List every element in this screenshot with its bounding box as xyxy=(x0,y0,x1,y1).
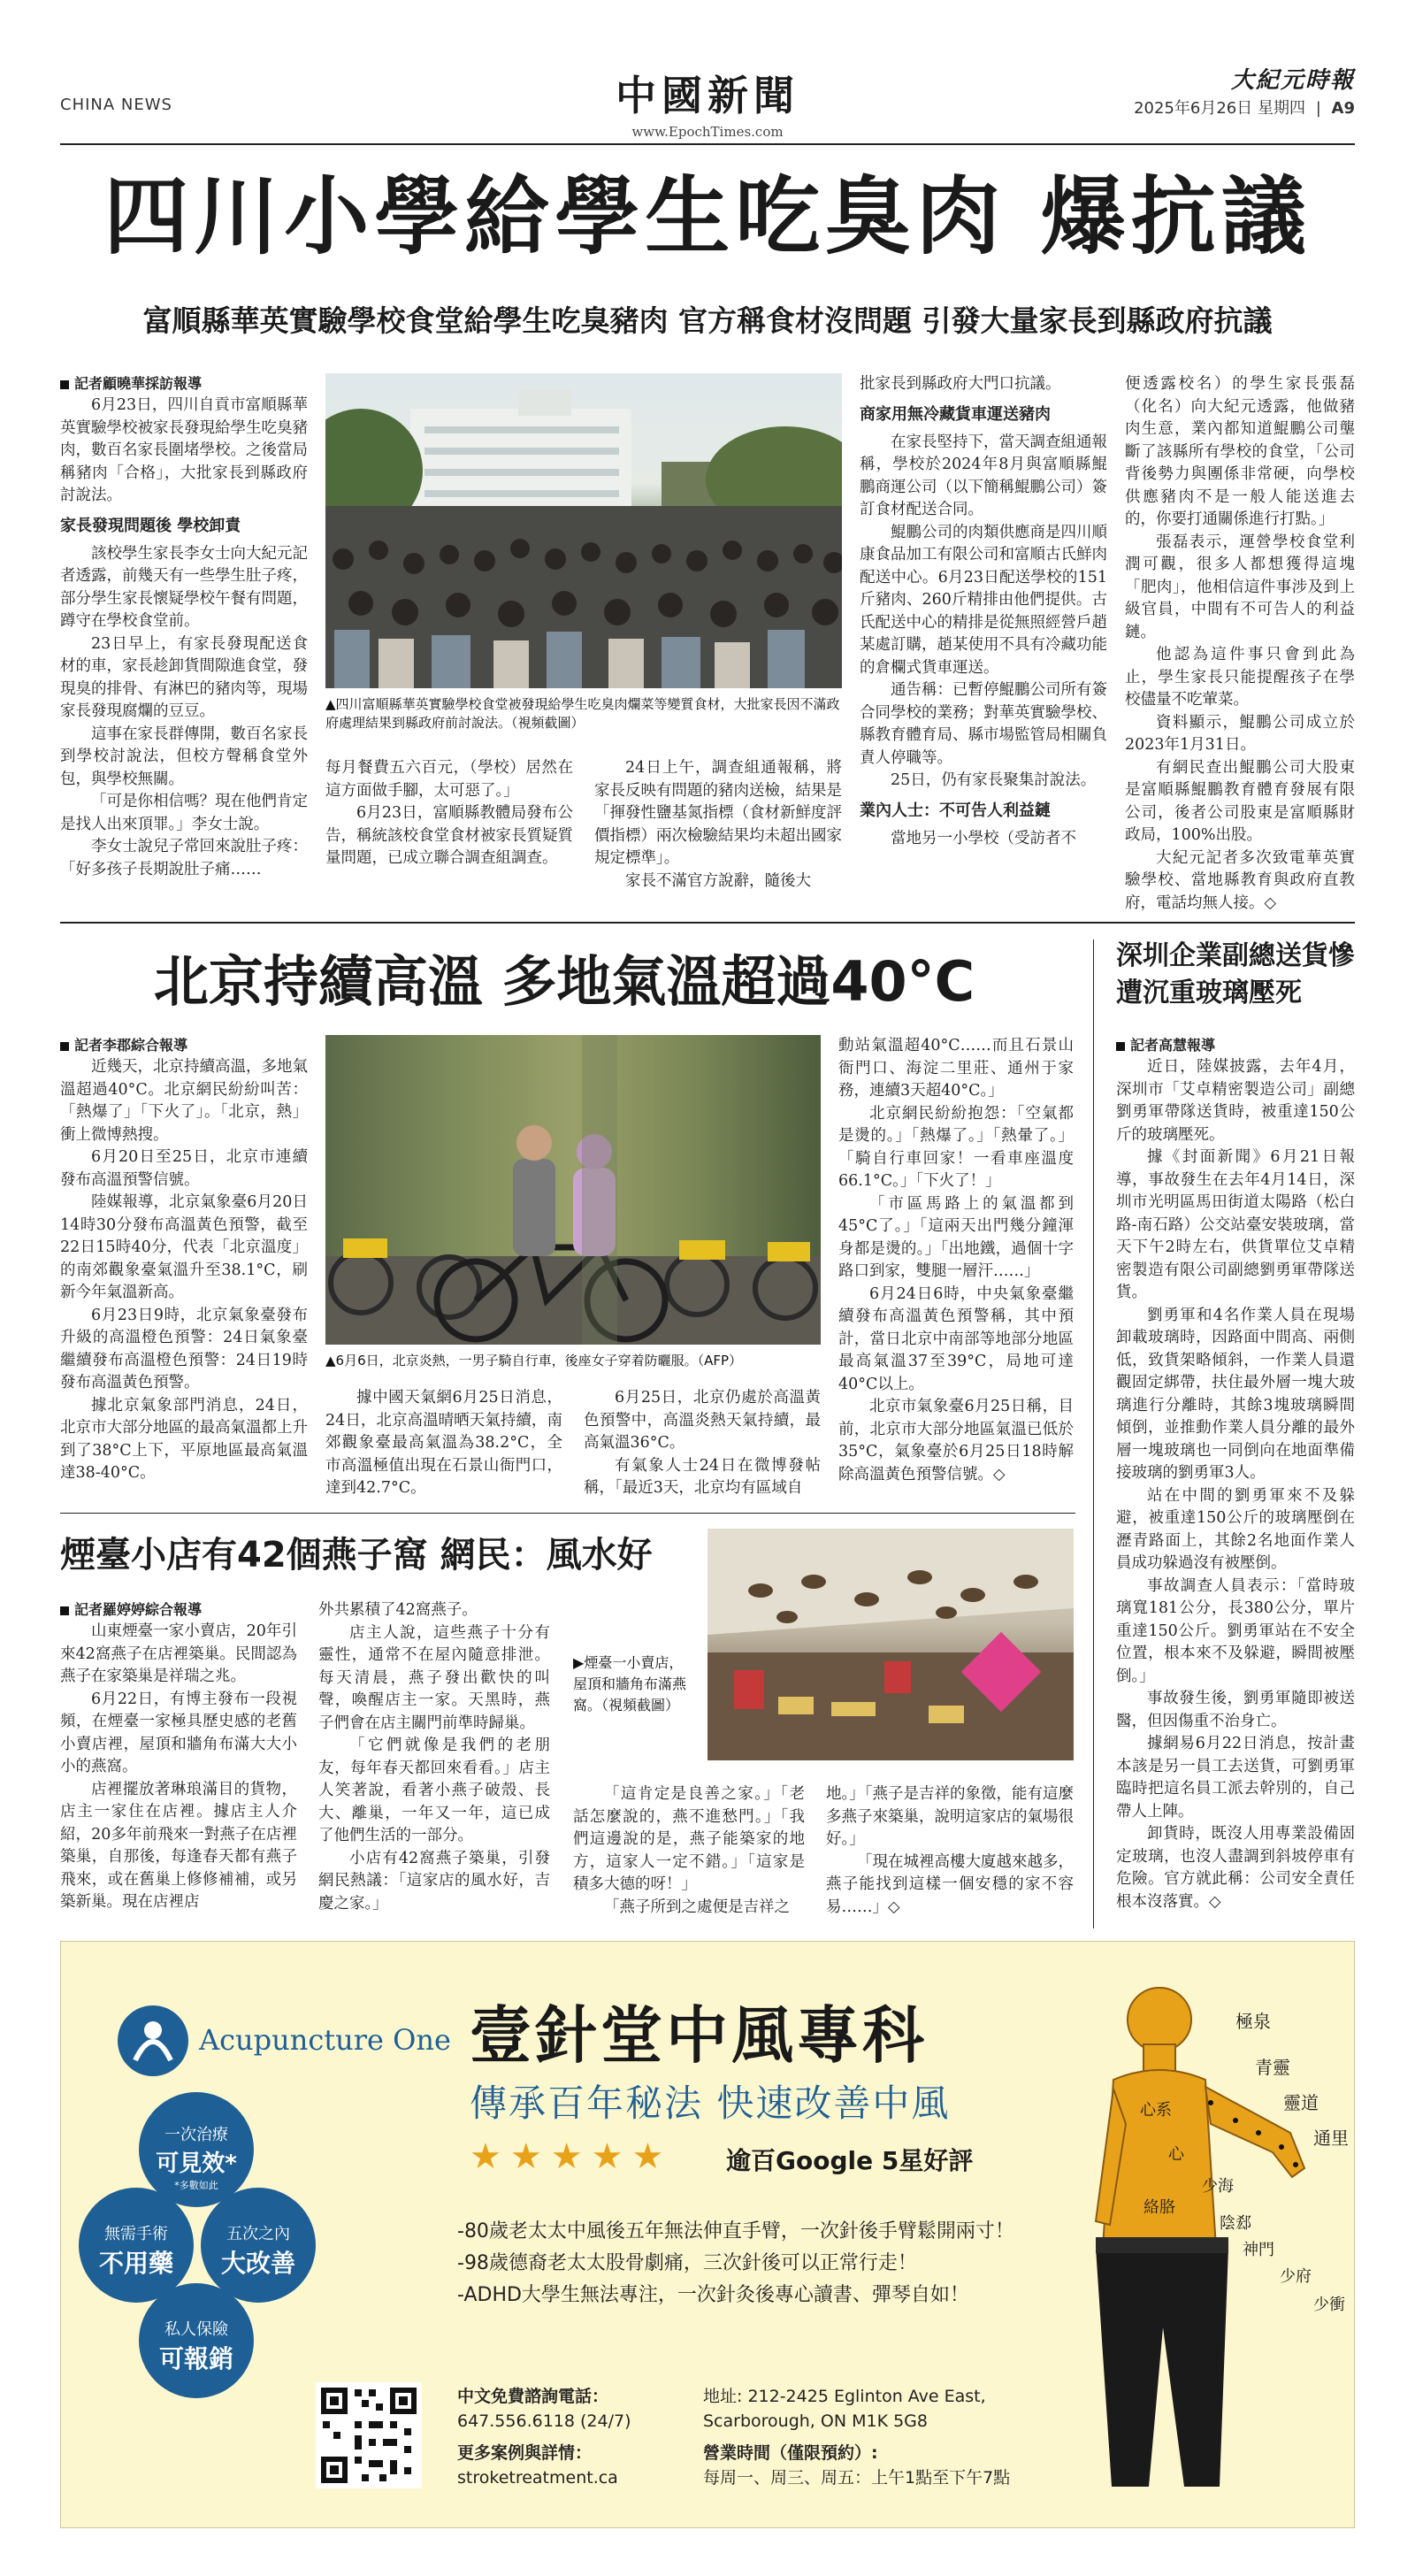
case-list xyxy=(457,2216,1129,2312)
story2-headline: 北京持續高溫 多地氣溫超過40°C xyxy=(153,949,975,1014)
acupoint-label: 少府 xyxy=(1280,2267,1312,2286)
paragraph: 6月24日6時，中央氣象臺繼續發布高溫黃色預警稱，其中預計，當日北京中南部等地部分地區最高氣溫37至39°C，局地可達40°C以上。 xyxy=(838,1284,1074,1393)
acupoint-label: 陰郄 xyxy=(1220,2214,1251,2233)
paragraph: 劉勇軍和4名作業人員在現場卸載玻璃時，因路面中間高、兩側低，致貨架略傾斜，一作業人員還觀固定綁帶，扶住最外層一塊大玻璃進行分離時，其餘3塊玻璃瞬間傾倒，並推動作業人員分離的最外層一塊玻璃也一同倒向在地面準備接玻璃的劉勇軍3人。 xyxy=(1116,1306,1355,1482)
case-item: -98歲德裔老太太股骨劇痛，三次針後可以正常行走！ xyxy=(457,2252,917,2274)
story1-col1 xyxy=(60,373,308,881)
paragraph: 在家長堅持下，當天調查組通報稱，學校於2024年8月與富順縣鯤鵬商運公司（以下簡稱鯤鵬公司）簽訂食材配送合同。 xyxy=(860,433,1107,518)
story1-col3 xyxy=(594,757,842,893)
paragraph: 6月23日，四川自貢市富順縣華英實驗學校被家長發現給學生吃臭豬肉，數百名家長圍堵學校。之後當局稱豬肉「合格」，大批家長到縣政府討說法。 xyxy=(60,396,308,504)
newspaper-logo: 大紀元時報 xyxy=(1230,67,1355,94)
story1-col5 xyxy=(1125,373,1355,915)
paragraph: 「可是你相信嗎？現在他們肯定是找人出來頂罪。」李女士說。 xyxy=(60,793,308,833)
paragraph: 「它們就像是我們的老朋友，每年春天都回來看看。」店主人笑著說，看著小燕子破殼、長大、離巢，一年又一年，這已成了他們生活的一部分。 xyxy=(318,1736,550,1844)
section-divider xyxy=(60,1513,1075,1514)
square-bullet-icon xyxy=(60,380,69,389)
paragraph: 據中國天氣網6月25日消息，24日，北京高溫晴晒天氣持續，南郊觀象臺最高氣溫為38.2°C，全市高溫極值出現在石景山衙門口，達到42.7°C。 xyxy=(325,1389,562,1497)
acupoint-label: 通里 xyxy=(1313,2128,1349,2149)
paragraph: 「市區馬路上的氣溫都到45°C了。」「這兩天出門幾分鐘渾身都是燙的。」「出地鐵，過個十字路口到家，雙腿一層汗……」 xyxy=(838,1194,1074,1280)
paragraph: 23日早上，有家長發現配送食材的車，家長趁卸貨間隙進食堂，發現臭的排骨、有淋巴的豬肉等，現場家長發現腐爛的豆豆。 xyxy=(60,634,308,720)
paragraph: 事故調查人員表示：「當時玻璃寬181公分，長380公分，單片重達150公斤。劉勇軍站在不安全位置，根本來不及躲避，瞬間被壓倒。」 xyxy=(1116,1576,1355,1685)
paragraph: 當地另一小學校（受訪者不 xyxy=(891,829,1076,847)
acupoint-label: 心系 xyxy=(1140,2101,1172,2120)
story4-col3 xyxy=(573,1783,805,1919)
paragraph: 近日，陸媒披露，去年4月，深圳市「艾卓精密製造公司」副總劉勇軍帶隊送貨時，被重達150公斤的玻璃壓死。 xyxy=(1116,1058,1355,1144)
story1-subhead: 家長發現問題後 學校卸責 xyxy=(60,516,241,535)
paragraph: 24日上午，調查組通報稱，將家長反映有問題的豬肉送檢，結果是「揮發性鹽基氮指標（食材新鮮度評價指標）兩次檢驗結果均未超出國家規定標準」。 xyxy=(594,759,842,867)
paragraph: 據北京氣象部門消息，24日，北京市大部分地區的最高氣溫都上升到了38°C上下，平原地區最高氣溫達38-40°C。 xyxy=(60,1396,308,1482)
acupoint-label: 心 xyxy=(1168,2145,1184,2164)
paragraph: 大紀元記者多次致電華英實驗學校、當地縣教育與政府直教府，電話均無人接。◇ xyxy=(1125,848,1355,912)
address-block xyxy=(703,2384,1110,2490)
story3-byline: 記者高慧報導 xyxy=(1116,1035,1355,1056)
paragraph: 便透露校名）的學生家長張磊（化名）向大紀元透露，他做豬肉生意，業內都知道鯤鵬公司壟斷了該縣所有學校的食堂，「公司背後勢力與團係非常硬，向學校供應豬肉不是一般人能送進去的，你要打通關係進行打點。」 xyxy=(1125,375,1355,528)
paragraph: 地。」「燕子是吉祥的象徵，能有這麼多燕子來築巢，說明這家店的氣場很好。」 xyxy=(826,1785,1074,1848)
story1-byline: 記者顧曉華採訪報導 xyxy=(60,373,308,395)
square-bullet-icon xyxy=(1116,1042,1125,1051)
paragraph: 「這肯定是良善之家。」「老話怎麼說的，燕不進愁門。」「我們這邊說的是，燕子能築家的地方，這家人一定不錯。」「這家是積多大德的呀！」 xyxy=(573,1785,805,1893)
section-label-en: CHINA NEWS xyxy=(60,96,172,114)
story2-col3 xyxy=(584,1387,821,1500)
paragraph: 卸貨時，既沒人用專業設備固定玻璃，也沒人盡調到斜坡停車有危險。官方就此稱：公司安全責任根本沒落實。◇ xyxy=(1116,1825,1355,1911)
story4-photo-caption: ▶煙臺一小賣店，屋頂和牆角布滿燕窩。（視頻截圖） xyxy=(573,1654,687,1714)
story3-body xyxy=(1116,1035,1355,1913)
story4-byline: 記者羅婷婷綜合報導 xyxy=(60,1599,297,1621)
cyclist-photo xyxy=(325,1035,821,1345)
contact-block xyxy=(457,2384,687,2490)
paragraph: 有氣象人士24日在微博發帖稱，「最近3天，北京均有區域自 xyxy=(584,1456,821,1497)
paragraph: 陸媒報導，北京氣象臺6月20日14時30分發布高溫黃色預警，截至22日15時40分，代表「北京溫度」的南郊觀象臺氣溫升至38.1°C，刷新今年氣溫新高。 xyxy=(60,1193,308,1301)
acupoint-label: 少海 xyxy=(1202,2177,1234,2196)
paragraph: 店主人說，這些燕子十分有靈性，通常不在屋內隨意排泄。每天清晨，燕子發出歡快的叫聲，喚醒店主一家。天黑時，燕子們會在店主關門前準時歸巢。 xyxy=(318,1623,550,1732)
paragraph: 動站氣溫超40°C……而且石景山衙門口、海淀二里莊、通州于家務，連續3天超40°C。」 xyxy=(838,1037,1074,1100)
case-item: -ADHD大學生無法專注，一次針灸後專心讀書、彈琴自如！ xyxy=(457,2284,969,2306)
paragraph: 站在中間的劉勇軍來不及躲避，被重達150公斤的玻璃壓倒在瀝青路面上，其餘2名地面作業人員成功躲過沒有被壓倒。 xyxy=(1116,1486,1355,1572)
story4-headline: 煙臺小店有42個燕子窩 網民：風水好 xyxy=(60,1535,653,1576)
square-bullet-icon xyxy=(60,1606,69,1615)
paragraph: 這事在家長群傳開，數百名家長到學校討說法，但校方聲稱食堂外包，與學校無關。 xyxy=(60,724,308,788)
swallow-nest-photo xyxy=(708,1529,1074,1760)
star-rating-icon: ★★★★★ xyxy=(470,2136,673,2177)
acupoint-label: 極泉 xyxy=(1235,2011,1271,2032)
header-rule xyxy=(60,143,1355,145)
acupoint-label: 青靈 xyxy=(1255,2057,1290,2078)
bubble-insurance: 私人保險 可報銷 xyxy=(139,2283,254,2398)
paragraph: 事故發生後，劉勇軍隨即被送醫，但因傷重不治身亡。 xyxy=(1116,1690,1355,1730)
phone-number[interactable]: 647.556.6118 (24/7) xyxy=(457,2411,631,2431)
section-title: 中國新聞 xyxy=(616,72,799,119)
paragraph: 據《封面新聞》6月21日報導，事故發生在去年4月14日，深圳市光明區馬田街道太陽路（松白路-南石路）公交站臺安裝玻璃，當天下午2時左右，供貨單位艾卓精密製造有限公司副總劉勇軍帶隊送貨。 xyxy=(1116,1148,1355,1301)
paragraph: 6月20日至25日，北京市連續發布高溫預警信號。 xyxy=(60,1148,308,1189)
acupuncture-logo-icon xyxy=(118,2005,188,2076)
paragraph: 外共累積了42窩燕子。 xyxy=(318,1601,478,1619)
issue-info: 2025年6月26日 星期四 | A9 xyxy=(1134,99,1355,118)
story2-col1 xyxy=(60,1035,308,1485)
story2-byline: 記者李郡綜合報導 xyxy=(60,1035,308,1056)
paragraph: 25日，仍有家長聚集討說法。 xyxy=(891,771,1097,789)
story4-col4 xyxy=(826,1783,1074,1919)
case-item: -80歲老太太中風後五年無法伸直手臂，一次針後手臂鬆開兩寸！ xyxy=(457,2220,1014,2242)
paragraph: 他認為這件事只會到此為止，學生家長只能提醒孩子在學校儘量不吃葷菜。 xyxy=(1125,646,1355,709)
acupuncture-figure xyxy=(1087,1956,1352,2522)
advertisement[interactable] xyxy=(60,1941,1355,2528)
acupoint-label: 神門 xyxy=(1243,2241,1274,2259)
story4-col2 xyxy=(318,1599,550,1915)
paragraph: 每月餐費五六百元，（學校）居然在這方面做手腳，太可惡了。」 xyxy=(325,759,573,800)
brand-name: Acupuncture One xyxy=(199,2023,451,2057)
page-number: A9 xyxy=(1331,99,1355,118)
issue-date: 2025年6月26日 星期四 xyxy=(1134,99,1305,118)
paragraph: 小店有42窩燕子築巢，引發網民熱議：「這家店的風水好，吉慶之家。」 xyxy=(318,1849,550,1913)
story1-subhead: 商家用無冷藏貨車運送豬肉 xyxy=(860,404,1051,424)
paragraph: 近幾天，北京持續高溫，多地氣溫超過40°C。北京網民紛紛叫苦：「熱爆了」「下火了」。「北京，熱」衝上微博熱搜。 xyxy=(60,1058,308,1144)
paragraph: 據網易6月22日消息，按計畫本該是另一員工去送貨，可劉勇軍臨時把這名員工派去幹別的，自己帶人上陣。 xyxy=(1116,1735,1355,1821)
acupoint-label: 少衝 xyxy=(1313,2296,1345,2314)
story1-col2 xyxy=(325,757,573,870)
google-rating: 逾百Google 5星好評 xyxy=(726,2146,974,2175)
address-line: 地址: 212-2425 Eglinton Ave East, xyxy=(703,2387,986,2406)
website-link[interactable]: stroketreatment.ca xyxy=(457,2468,618,2488)
paragraph: 6月23日，富順縣教體局發布公告，稱統該校食堂食材被家長質疑質量問題，已成立聯合調查組調查。 xyxy=(325,804,573,867)
paragraph: 張磊表示，運營學校食堂利潤可觀，很多人都想獲得這塊「肥肉」，他相信這件事涉及到上級官員，中間有不可告人的利益鏈。 xyxy=(1125,533,1355,641)
ad-tagline: 傳承百年秘法 快速改善中風 xyxy=(470,2082,951,2125)
story1-headline: 四川小學給學生吃臭肉 爆抗議 xyxy=(103,167,1312,266)
qr-code[interactable] xyxy=(316,2382,422,2488)
paragraph: 通告稱：已暫停鯤鵬公司所有簽合同學校的業務；對華英實驗學校、縣教育體育局、縣市場監管局相關負責人停職等。 xyxy=(860,681,1107,767)
paragraph: 6月25日，北京仍處於高溫黃色預警中，高溫炎熱天氣持續，最高氣溫36°C。 xyxy=(584,1389,821,1452)
paragraph: 店裡擺放著琳琅滿目的貨物，店主一家住在店裡。據店主人介紹，20多年前飛來一對燕子在店裡築巢，自那後，每逢春天都有燕子飛來，或在舊巢上修修補補，或另築新巢。現在店裡店 xyxy=(60,1780,297,1911)
paragraph: 6月22日，有博主發布一段視頻，在煙臺一家極具歷史感的老舊小賣店裡，屋頂和牆角布滿大大小小的燕窩。 xyxy=(60,1690,297,1775)
bubble-improve: 五次之內 大改善 xyxy=(201,2188,316,2303)
paragraph: 資料顯示，鯤鵬公司成立於2023年1月31日。 xyxy=(1125,713,1355,754)
column-divider xyxy=(1093,939,1094,1928)
story2-photo-caption: ▲6月6日，北京炎熱，一男子騎自行車，後座女子穿着防曬服。（AFP） xyxy=(325,1353,743,1368)
story3-headline: 深圳企業副總送貨慘遭沉重玻璃壓死 xyxy=(1116,940,1355,1008)
bubble-effect: 一次治療 可見效* *多數如此 xyxy=(139,2092,254,2207)
bubble-no-surgery: 無需手術 不用藥 xyxy=(79,2188,194,2303)
phone-label: 中文免費諮詢電話： xyxy=(457,2387,609,2406)
paragraph: 批家長到縣政府大門口抗議。 xyxy=(860,375,1061,393)
paragraph: 家長不滿官方說辭，隨後大 xyxy=(625,871,811,890)
square-bullet-icon xyxy=(60,1042,69,1051)
paragraph: 鯤鵬公司的肉類供應商是四川順康食品加工有限公司和富順古氏鮮肉配送中心。6月23日配送學校的151斤豬肉、260斤精排由他們提供。古氏配送中心的精排是從無照經營戶趙某處訂購，趙某使用不具有冷藏功能的倉欄式貨車運送。 xyxy=(860,523,1107,677)
paragraph: 6月23日9時，北京氣象臺發布升級的高溫橙色預警：24日氣象臺繼續發布高溫橙色預警：24日19時發布高溫黃色預警。 xyxy=(60,1306,308,1392)
more-label: 更多案例與詳情： xyxy=(457,2443,593,2463)
story2-col2 xyxy=(325,1387,562,1500)
paragraph: 「現在城裡高樓大廈越來越多，燕子能找到這樣一個安穩的家不容易……」◇ xyxy=(826,1852,1074,1916)
paragraph: 北京網民紛紛抱怨：「空氣都是燙的。」「熱爆了。」「熱暈了。」「騎自行車回家！一看車座溫度66.1°C。」「下火了！」 xyxy=(838,1104,1074,1190)
protest-photo xyxy=(325,373,842,688)
paragraph: 「燕子所到之處便是吉祥之 xyxy=(604,1898,790,1916)
hours-label: 營業時間（僅限預約）: xyxy=(703,2443,878,2463)
paragraph: 山東煙臺一家小賣店，20年引來42窩燕子在店裡築巢。民間認為燕子在家築巢是祥瑞之兆。 xyxy=(60,1622,297,1685)
address-line: Scarborough, ON M1K 5G8 xyxy=(703,2411,928,2431)
hours-text: 每周一、周三、周五：上午1點至下午7點 xyxy=(703,2468,1011,2488)
acupoint-label: 靈道 xyxy=(1283,2092,1319,2113)
story4-col1 xyxy=(60,1599,297,1914)
ad-title: 壹針堂中風專科 xyxy=(470,1998,928,2072)
paragraph: 該校學生家長李女士向大紀元記者透露，前幾天有一些學生肚子疼，部分學生家長懷疑學校午餐有問題，蹲守在學校食堂前。 xyxy=(60,544,308,630)
acupoint-label: 絡胳 xyxy=(1143,2198,1175,2217)
story1-subheadline: 富順縣華英實驗學校食堂給學生吃臭豬肉 官方稱食材沒問題 引發大量家長到縣政府抗議 xyxy=(142,303,1273,338)
story1-photo-caption: ▲四川富順縣華英實驗學校食堂被發現給學生吃臭肉爛菜等變質食材，大批家長因不滿政府處理結果到縣政府前討說法。（視頻截圖） xyxy=(325,696,840,731)
paragraph: 北京市氣象臺6月25日稱，目前，北京市大部分地區氣溫已低於35°C，氣象臺於6月25日18時解除高溫黃色預警信號。◇ xyxy=(838,1398,1074,1484)
paragraph: 李女士說兒子常回來說肚子疼：「好多孩子長期說肚子痛…… xyxy=(60,838,308,878)
story2-col4 xyxy=(838,1035,1074,1486)
paragraph: 有網民查出鯤鵬公司大股東是富順縣鯤鵬教育體育發展有限公司，後者公司股東是富順縣財政局，100%出股。 xyxy=(1125,758,1355,844)
story1-col4 xyxy=(860,373,1107,850)
section-divider xyxy=(60,922,1355,924)
site-url[interactable]: www.EpochTimes.com xyxy=(631,124,784,140)
story1-subhead: 業內人士：不可告人利益鏈 xyxy=(860,801,1051,820)
